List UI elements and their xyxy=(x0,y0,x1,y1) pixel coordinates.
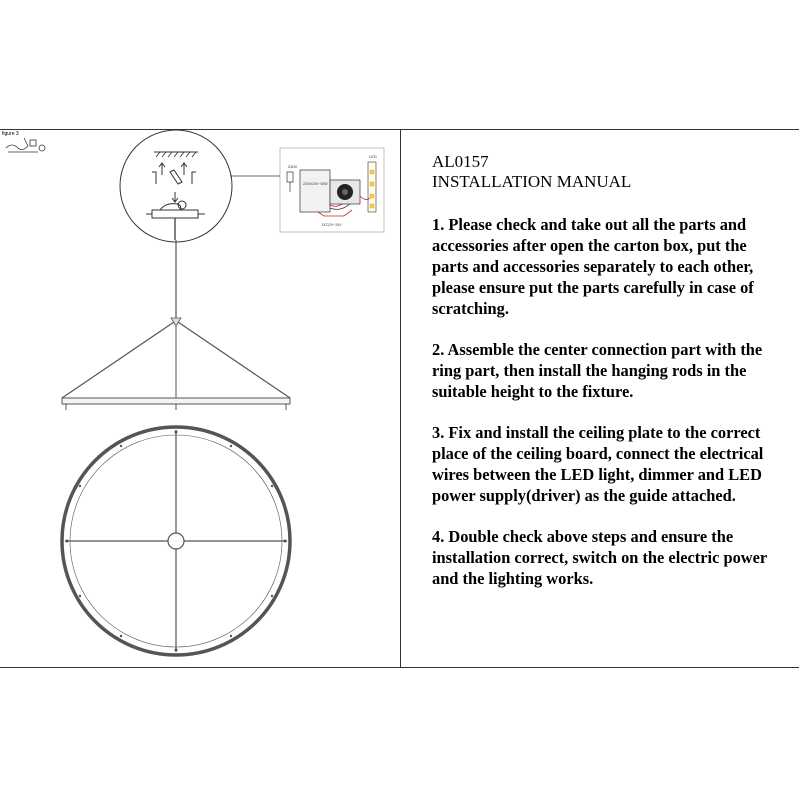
strip-label: LED xyxy=(369,154,377,159)
installation-diagram xyxy=(0,129,400,668)
driver-output-label: DC12V~24V xyxy=(322,223,342,227)
step-1: 1. Please check and take out all the parts and accessories after open the carton box, put the parts and accessories separately to each other, please ensure put the parts carefully in case of scratching. xyxy=(432,215,754,318)
column-divider xyxy=(400,129,401,668)
step-3: 3. Fix and install the ceiling plate to the correct place of the ceiling board, connect the electrical wires between the LED light, dimmer and LED power supply(driver) as the guide attached. xyxy=(432,423,764,505)
driver-label: 220V/24V~30W xyxy=(303,182,328,186)
step-2: 2. Assemble the center connection part with the ring part, then install the hanging rods in the suitable height to the fixture. xyxy=(432,340,763,401)
figure-label: figure 3 xyxy=(2,131,19,137)
power-driver xyxy=(300,170,330,212)
model-number: AL0157 xyxy=(432,152,489,171)
ceiling-detail-circle xyxy=(120,130,232,242)
tools-icon xyxy=(6,138,45,152)
step-4: 4. Double check above steps and ensure the installation correct, switch on the electric power and the lighting works. xyxy=(432,527,767,588)
pendant-side-view xyxy=(62,218,290,410)
manual-title: INSTALLATION MANUAL xyxy=(432,172,632,191)
ring-top-view xyxy=(62,427,290,655)
wiring-diagram xyxy=(280,148,384,232)
driver-input-label: 230V xyxy=(288,164,298,169)
instructions-panel xyxy=(432,152,772,589)
